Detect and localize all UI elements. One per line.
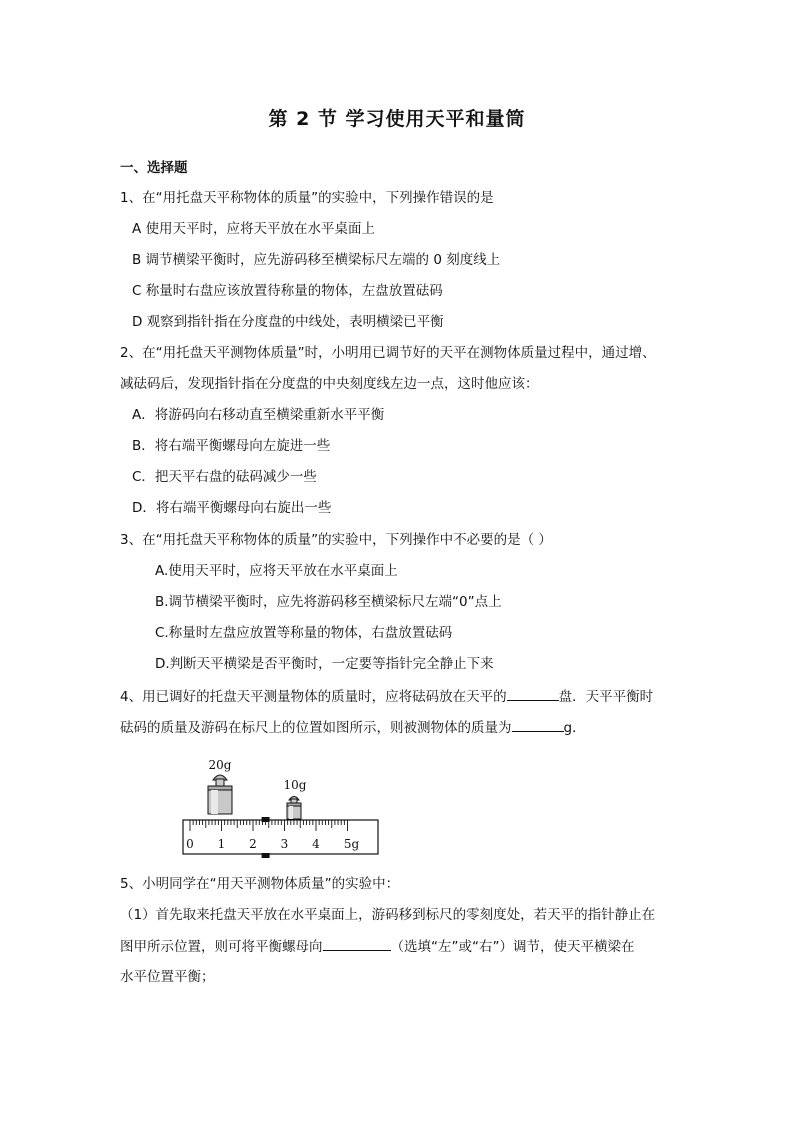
answer-blank [512, 717, 564, 732]
weight-20g-label: 20g [208, 758, 232, 772]
question-2-option-a: A．将游码向右移动直至横梁重新水平平衡 [132, 407, 385, 423]
question-1-stem: 1、在“用托盘天平称物体的质量”的实验中，下列操作错误的是 [120, 190, 494, 206]
question-3-option-a: A.使用天平时，应将天平放在水平桌面上 [155, 563, 398, 579]
question-3-option-c: C.称量时左盘应放置等称量的物体，右盘放置砝码 [155, 625, 453, 641]
section-heading: 一、选择题 [120, 160, 188, 176]
question-1-option-d: D 观察到指针指在分度盘的中线处，表明横梁已平衡 [132, 314, 444, 330]
question-1-option-b: B 调节横梁平衡时，应先游码移至横梁标尺左端的 0 刻度线上 [132, 252, 501, 268]
question-4-line1 [120, 686, 653, 707]
question-5-part1-line1: （1）首先取来托盘天平放在水平桌面上，游码移到标尺的零刻度处，若天平的指针静止在 [120, 907, 656, 923]
question-5-part1-line2 [120, 936, 634, 957]
question-1-option-a: A 使用天平时，应将天平放在水平桌面上 [132, 221, 376, 237]
rider-top-marker [262, 817, 270, 822]
question-4-text-a: 4、用已调好的托盘天平测量物体的质量时，应将砝码放在天平的 [120, 689, 507, 705]
question-5-part1-line3: 水平位置平衡； [120, 969, 215, 985]
question-3-option-d: D.判断天平横梁是否平衡时，一定要等指针完全静止下来 [155, 656, 494, 672]
weight-20g-icon [208, 775, 232, 814]
question-4-text-c: 砝码的质量及游码在标尺上的位置如图所示，则被测物体的质量为 [120, 720, 512, 736]
question-4-text-d: g． [563, 720, 586, 736]
question-3-stem: 3、在“用托盘天平称物体的质量”的实验中，下列操作中不必要的是（ ） [120, 532, 552, 548]
weight-10g-icon [287, 797, 301, 820]
question-5-text-a: 图甲所示位置，则可将平衡螺母向 [120, 939, 323, 955]
question-2-stem-line2: 减砝码后，发现指针指在分度盘的中央刻度线左边一点，这时他应该： [120, 376, 539, 392]
page-title: 第 2 节 学习使用天平和量筒 [268, 108, 526, 130]
question-4-text-b: 盘．天平平衡时 [558, 689, 654, 705]
balance-scale-figure [178, 756, 388, 860]
scale-label: 2 [249, 837, 257, 851]
question-5-stem: 5、小明同学在“用天平测物体质量”的实验中： [120, 876, 400, 892]
answer-blank [323, 936, 391, 951]
question-2-stem-line1: 2、在“用托盘天平测物体质量”时，小明用已调节好的天平在测物体质量过程中，通过增、 [120, 345, 656, 361]
scale-label: 5g [343, 837, 360, 851]
scale-label: 3 [280, 837, 289, 851]
question-1-option-c: C 称量时右盘应该放置待称量的物体，左盘放置砝码 [132, 283, 443, 299]
answer-blank [507, 686, 559, 701]
question-2-option-d: D．将右端平衡螺母向右旋出一些 [132, 500, 332, 516]
scale-label: 0 [186, 837, 194, 851]
question-2-option-c: C．把天平右盘的砝码减少一些 [132, 469, 317, 485]
question-4-line2 [120, 717, 586, 738]
question-5-text-b: （选填“左”或“右”）调节，使天平横梁在 [390, 939, 635, 955]
rider-bottom-marker [262, 853, 270, 858]
scale-label: 1 [217, 837, 226, 851]
weight-10g-label: 10g [283, 778, 307, 792]
scale-label: 4 [312, 837, 320, 851]
question-2-option-b: B．将右端平衡螺母向左旋进一些 [132, 438, 331, 454]
question-3-option-b: B.调节横梁平衡时，应先将游码移至横梁标尺左端“0”点上 [155, 594, 502, 610]
